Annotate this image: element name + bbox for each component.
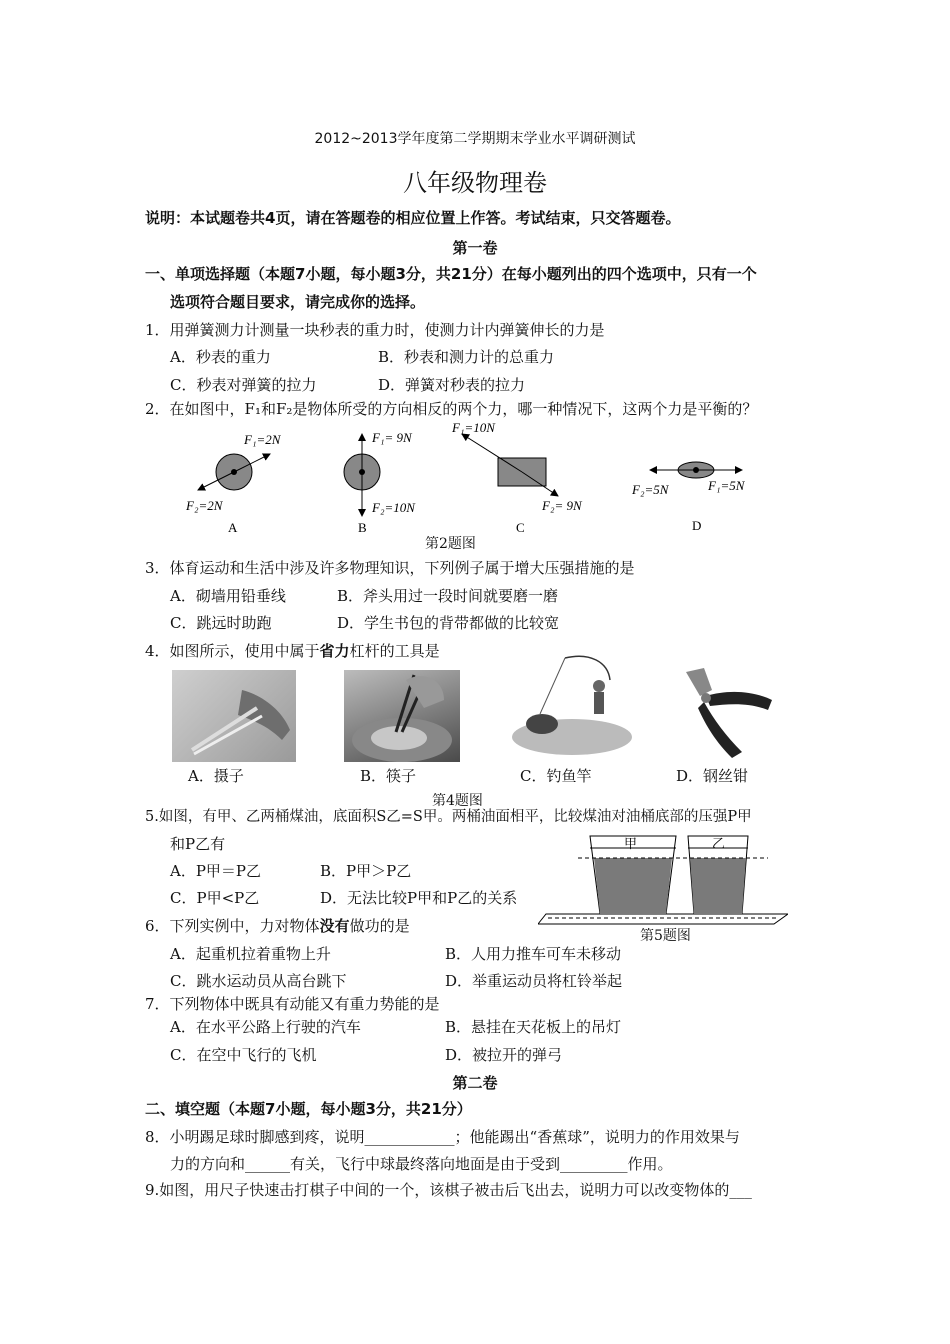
q7-option-a: A．在水平公路上行驶的汽车 [170, 1018, 361, 1036]
q1-stem: 1．用弹簧测力计测量一块秒表的重力时，使测力计内弹簧伸长的力是 [145, 321, 605, 339]
a-f1-label: F₁=2N [244, 432, 281, 447]
q7-option-c: C．在空中飞行的飞机 [170, 1046, 317, 1064]
q4-stem-pre: 4．如图所示，使用中属于 [145, 642, 320, 660]
q1-option-b: B．秒表和测力计的总重力 [378, 348, 555, 366]
q6-option-b: B．人用力推车可车未移动 [445, 945, 622, 963]
q4-stem-emphasis: 省力 [319, 642, 350, 660]
tweezers-photo [172, 670, 296, 762]
part2-heading: 第二卷 [452, 1074, 498, 1092]
q4-caption: 第4题图 [432, 793, 483, 809]
q7-option-b: B．悬挂在天花板上的吊灯 [445, 1018, 622, 1036]
q5-option-a: A．P甲＝P乙 [170, 862, 262, 880]
q6-option-d: D．举重运动员将杠铃举起 [445, 972, 623, 990]
fishing-rod-photo [510, 652, 635, 762]
q5-option-c: C．P甲<P乙 [170, 889, 260, 907]
q4-option-c: C．钓鱼竿 [520, 767, 592, 785]
b-f1-label: F₁= 9N [372, 430, 412, 445]
bucket-jia-label: 甲 [624, 836, 638, 851]
q4-option-b: B．筷子 [360, 767, 417, 785]
q3-option-a: A．砌墙用铅垂线 [170, 587, 286, 605]
bucket-yi-oil [690, 858, 746, 914]
q8-line1: 8．小明踢足球时脚感到疼，说明____________；他能踢出“香蕉球”，说明力的作用效果与 [145, 1128, 740, 1146]
instructions: 说明：本试题卷共4页，请在答题卷的相应位置上作答。考试结束，只交答题卷。 [145, 209, 681, 227]
q5-stem: 5.如图，有甲、乙两桶煤油，底面积S乙=S甲。两桶油面相平，比较煤油对油桶底部的压强P甲 [145, 809, 752, 825]
q2-stem: 2．在如图中，F₁和F₂是物体所受的方向相反的两个力，哪一种情况下，这两个力是平衡的？ [145, 400, 758, 418]
exam-title: 八年级物理卷 [403, 169, 547, 197]
q3-stem: 3．体育运动和生活中涉及许多物理知识，下列例子属于增大压强措施的是 [145, 559, 635, 577]
c-label: C [516, 520, 525, 535]
chopsticks-photo [344, 670, 460, 762]
q3-option-b: B．斧头用过一段时间就要磨一磨 [337, 587, 559, 605]
q5-option-d: D．无法比较P甲和P乙的关系 [320, 889, 518, 907]
q2-caption: 第2题图 [425, 536, 476, 552]
ground [538, 914, 788, 924]
q4-stem-post: 杠杆的工具是 [349, 642, 440, 660]
q4-stem [145, 640, 440, 661]
force-c-f1-arrow [462, 434, 522, 472]
bucket-yi-label: 乙 [712, 836, 726, 851]
q3-option-d: D．学生书包的背带都做的比较宽 [337, 614, 560, 632]
q6-stem-pre: 6．下列实例中，力对物体 [145, 917, 320, 935]
a-f2-label: F₂=2N [186, 498, 223, 513]
q7-stem: 7．下列物体中既具有动能又有重力势能的是 [145, 995, 440, 1013]
section1-title-cont: 选项符合题目要求，请完成你的选择。 [170, 293, 426, 311]
section1-title: 一、单项选择题（本题7小题，每小题3分，共21分）在每小题列出的四个选项中，只有一个 [145, 265, 757, 283]
c-f2-label: F₂= 9N [542, 498, 582, 513]
q1-option-a: A．秒表的重力 [170, 348, 271, 366]
b-f2-label: F₂=10N [372, 500, 415, 515]
b-label: B [358, 520, 367, 535]
q7-option-d: D．被拉开的弹弓 [445, 1046, 563, 1064]
q2-force-diagram [170, 418, 810, 558]
bucket-jia-oil [594, 858, 672, 914]
section2-title: 二、填空题（本题7小题，每小题3分，共21分） [145, 1100, 472, 1118]
pliers-photo [666, 660, 778, 760]
q6-stem [145, 915, 410, 936]
q5-option-b: B．P甲＞P乙 [320, 862, 412, 880]
c-f1-label: F₁=10N [452, 420, 495, 435]
part1-heading: 第一卷 [452, 239, 498, 257]
d-f1-label: F₁=5N [708, 478, 745, 493]
q6-stem-emphasis: 没有 [319, 917, 350, 935]
d-label: D [692, 518, 702, 533]
d-f2-label: F₂=5N [632, 482, 669, 497]
q6-option-a: A．起重机拉着重物上升 [170, 945, 331, 963]
q9-line1: 9.如图，用尺子快速击打棋子中间的一个，该棋子被击后飞出去，说明力可以改变物体的___ [145, 1181, 752, 1199]
q1-option-d: D．弹簧对秒表的拉力 [378, 376, 526, 394]
q8-line2: 力的方向和______有关，飞行中球最终落向地面是由于受到_________作用。 [170, 1155, 673, 1173]
q5-buckets-figure [538, 826, 788, 926]
q3-option-c: C．跳远时助跑 [170, 614, 272, 632]
q4-option-d: D．钢丝钳 [676, 767, 749, 785]
q4-option-a: A．摄子 [188, 767, 244, 785]
q6-stem-post: 做功的是 [349, 917, 410, 935]
exam-subtitle: 2012~2013学年度第二学期期末学业水平调研测试 [314, 131, 636, 147]
q5-stem-cont: 和P乙有 [170, 835, 226, 853]
q5-caption: 第5题图 [640, 928, 691, 944]
q6-option-c: C．跳水运动员从高台跳下 [170, 972, 347, 990]
a-label: A [228, 520, 238, 535]
q1-option-c: C．秒表对弹簧的拉力 [170, 376, 317, 394]
